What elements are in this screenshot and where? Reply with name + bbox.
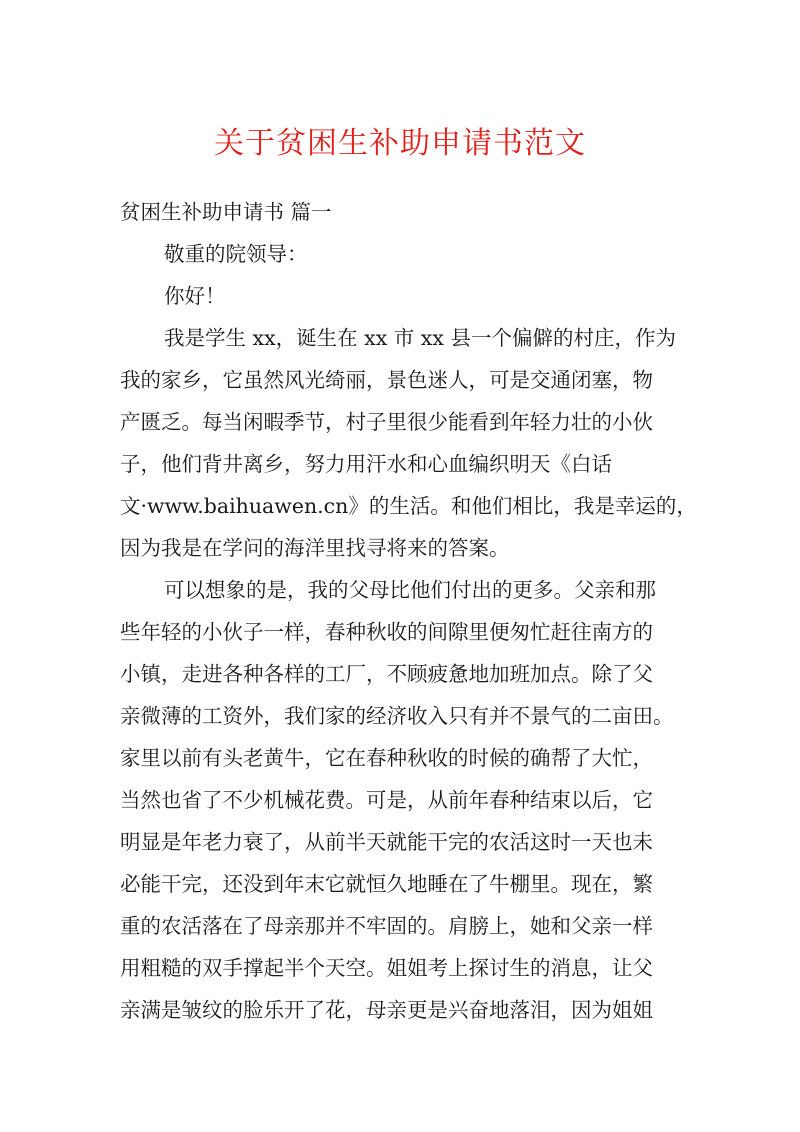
paragraph-line: 文·www.baihuawen.cn》的生活。和他们相比，我是幸运的， bbox=[120, 494, 697, 518]
paragraph-line: 用粗糙的双手撑起半个天空。姐姐考上探讨生的消息，让父 bbox=[120, 956, 653, 980]
paragraph-line: 必能干完，还没到年末它就恒久地睡在了牛棚里。现在，繁 bbox=[120, 872, 653, 896]
paragraph-2 bbox=[120, 569, 680, 1031]
paragraph-line: 产匮乏。每当闲暇季节，村子里很少能看到年轻力壮的小伙 bbox=[120, 410, 653, 434]
document-body bbox=[120, 191, 697, 1031]
paragraph-1 bbox=[120, 317, 697, 569]
section-heading: 贫困生补助申请书 篇一 bbox=[120, 200, 332, 224]
document-title: 关于贫困生补助申请书范文 bbox=[214, 126, 586, 161]
paragraph-line: 些年轻的小伙子一样，春种秋收的间隙里便匆忙赶往南方的 bbox=[120, 620, 653, 644]
paragraph-line: 明显是年老力衰了，从前半天就能干完的农活这时一天也未 bbox=[120, 830, 653, 854]
paragraph-line: 我的家乡，它虽然风光绮丽，景色迷人，可是交通闭塞，物 bbox=[120, 368, 653, 392]
salutation: 敬重的院领导： bbox=[164, 242, 308, 266]
paragraph-line: 小镇，走进各种各样的工厂，不顾疲惫地加班加点。除了父 bbox=[120, 662, 653, 686]
paragraph-line: 当然也省了不少机械花费。可是，从前年春种结束以后，它 bbox=[120, 788, 653, 812]
paragraph-line: 重的农活落在了母亲那并不牢固的。肩膀上，她和父亲一样 bbox=[120, 914, 653, 938]
paragraph-line: 子，他们背井离乡，努力用汗水和心血编织明天《白话 bbox=[120, 452, 612, 476]
paragraph-line: 家里以前有头老黄牛，它在春种秋收的时候的确帮了大忙， bbox=[120, 746, 653, 770]
paragraph-line: 亲满是皱纹的脸乐开了花，母亲更是兴奋地落泪，因为姐姐 bbox=[120, 998, 653, 1022]
greeting: 你好！ bbox=[164, 284, 226, 308]
paragraph-line: 亲微薄的工资外，我们家的经济收入只有并不景气的二亩田。 bbox=[120, 704, 674, 728]
paragraph-line: 我是学生 xx，诞生在 xx 市 xx 县一个偏僻的村庄，作为 bbox=[164, 326, 676, 350]
paragraph-line: 因为我是在学问的海洋里找寻将来的答案。 bbox=[120, 536, 510, 560]
paragraph-line: 可以想象的是，我的父母比他们付出的更多。父亲和那 bbox=[164, 578, 656, 602]
